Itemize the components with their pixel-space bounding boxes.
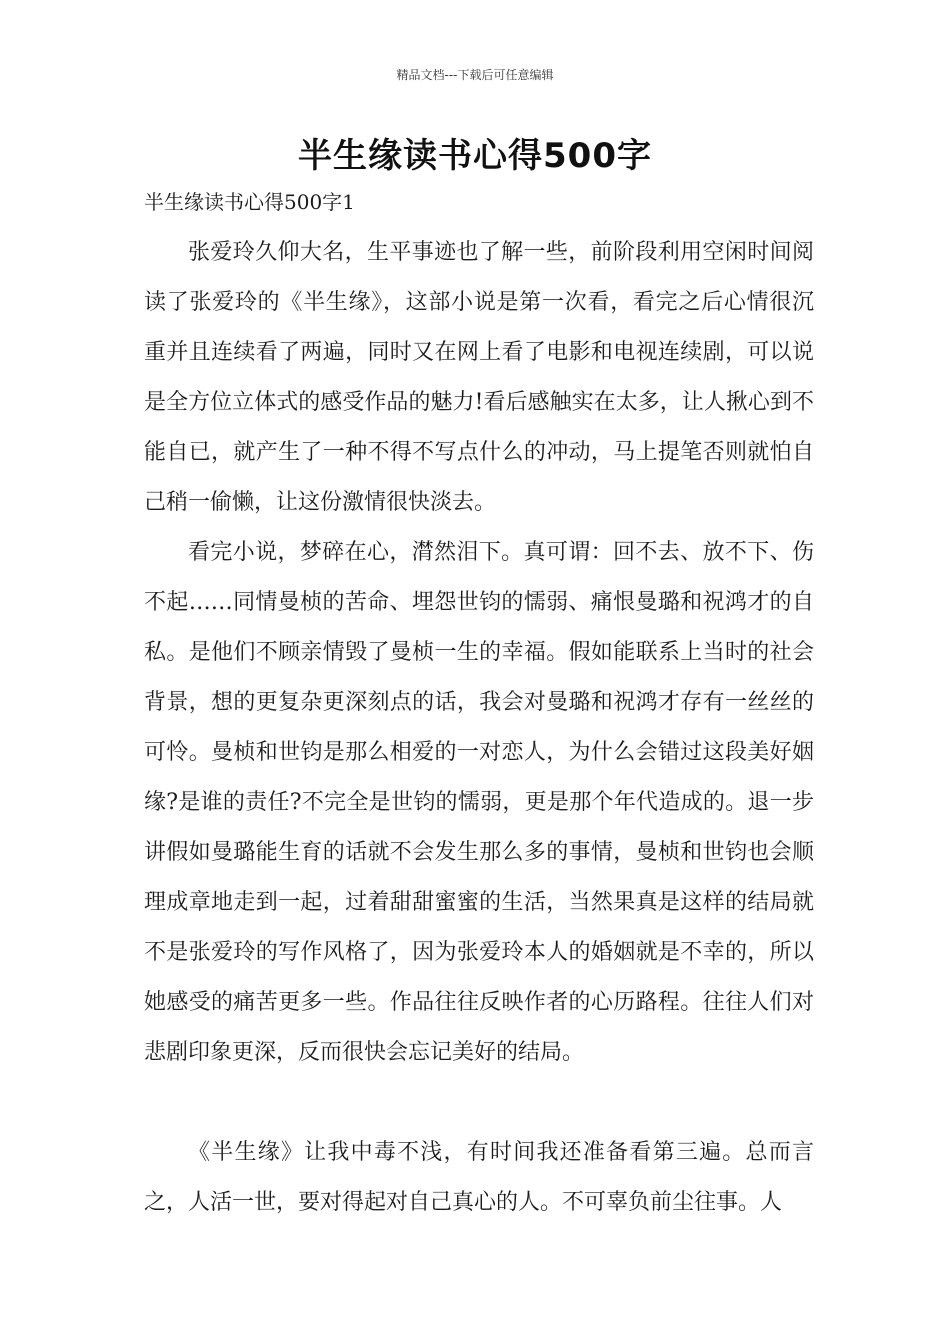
document-title: 半生缘读书心得500字 [298,136,652,176]
paragraph-1: 张爱玲久仰大名，生平事迹也了解一些，前阶段利用空闲时间阅读了张爱玲的《半生缘》，这部小说是第一次看，看完之后心情很沉重并且连续看了两遍，同时又在网上看了电影和电视连续剧，可以说是全方位立体式的感受作品的魅力!看后感触实在太多，让人揪心到不能自已，就产生了一种不得不写点什么的冲动，马上提笔否则就怕自己稍一偷懒，让这份激情很快淡去。 [144,240,814,515]
document-subtitle: 半生缘读书心得500字1 [144,190,355,214]
paragraph-2: 看完小说，梦碎在心，潸然泪下。真可谓：回不去、放不下、伤不起……同情曼桢的苦命、埋怨世钧的懦弱、痛恨曼璐和祝鸿才的自私。是他们不顾亲情毁了曼桢一生的幸福。假如能联系上当时的社会背景，想的更复杂更深刻点的话，我会对曼璐和祝鸿才存有一丝丝的可怜。曼桢和世钧是那么相爱的一对恋人，为什么会错过这段美好姻缘?是谁的责任?不完全是世钧的懦弱，更是那个年代造成的。退一步讲假如曼璐能生育的话就不会发生那么多的事情，曼桢和世钧也会顺理成章地走到一起，过着甜甜蜜蜜的生活，当然果真是这样的结局就不是张爱玲的写作风格了，因为张爱玲本人的婚姻就是不幸的，所以她感受的痛苦更多一些。作品往往反映作者的心历路程。往往人们对悲剧印象更深，反而很快会忘记美好的结局。 [144,540,814,1065]
header-note: 精品文档---下载后可任意编辑 [396,68,554,82]
paragraph-3: 《半生缘》让我中毒不浅，有时间我还准备看第三遍。总而言之，人活一世，要对得起对自己真心的人。不可辜负前尘往事。人 [144,1140,814,1215]
document-body [144,228,814,1228]
